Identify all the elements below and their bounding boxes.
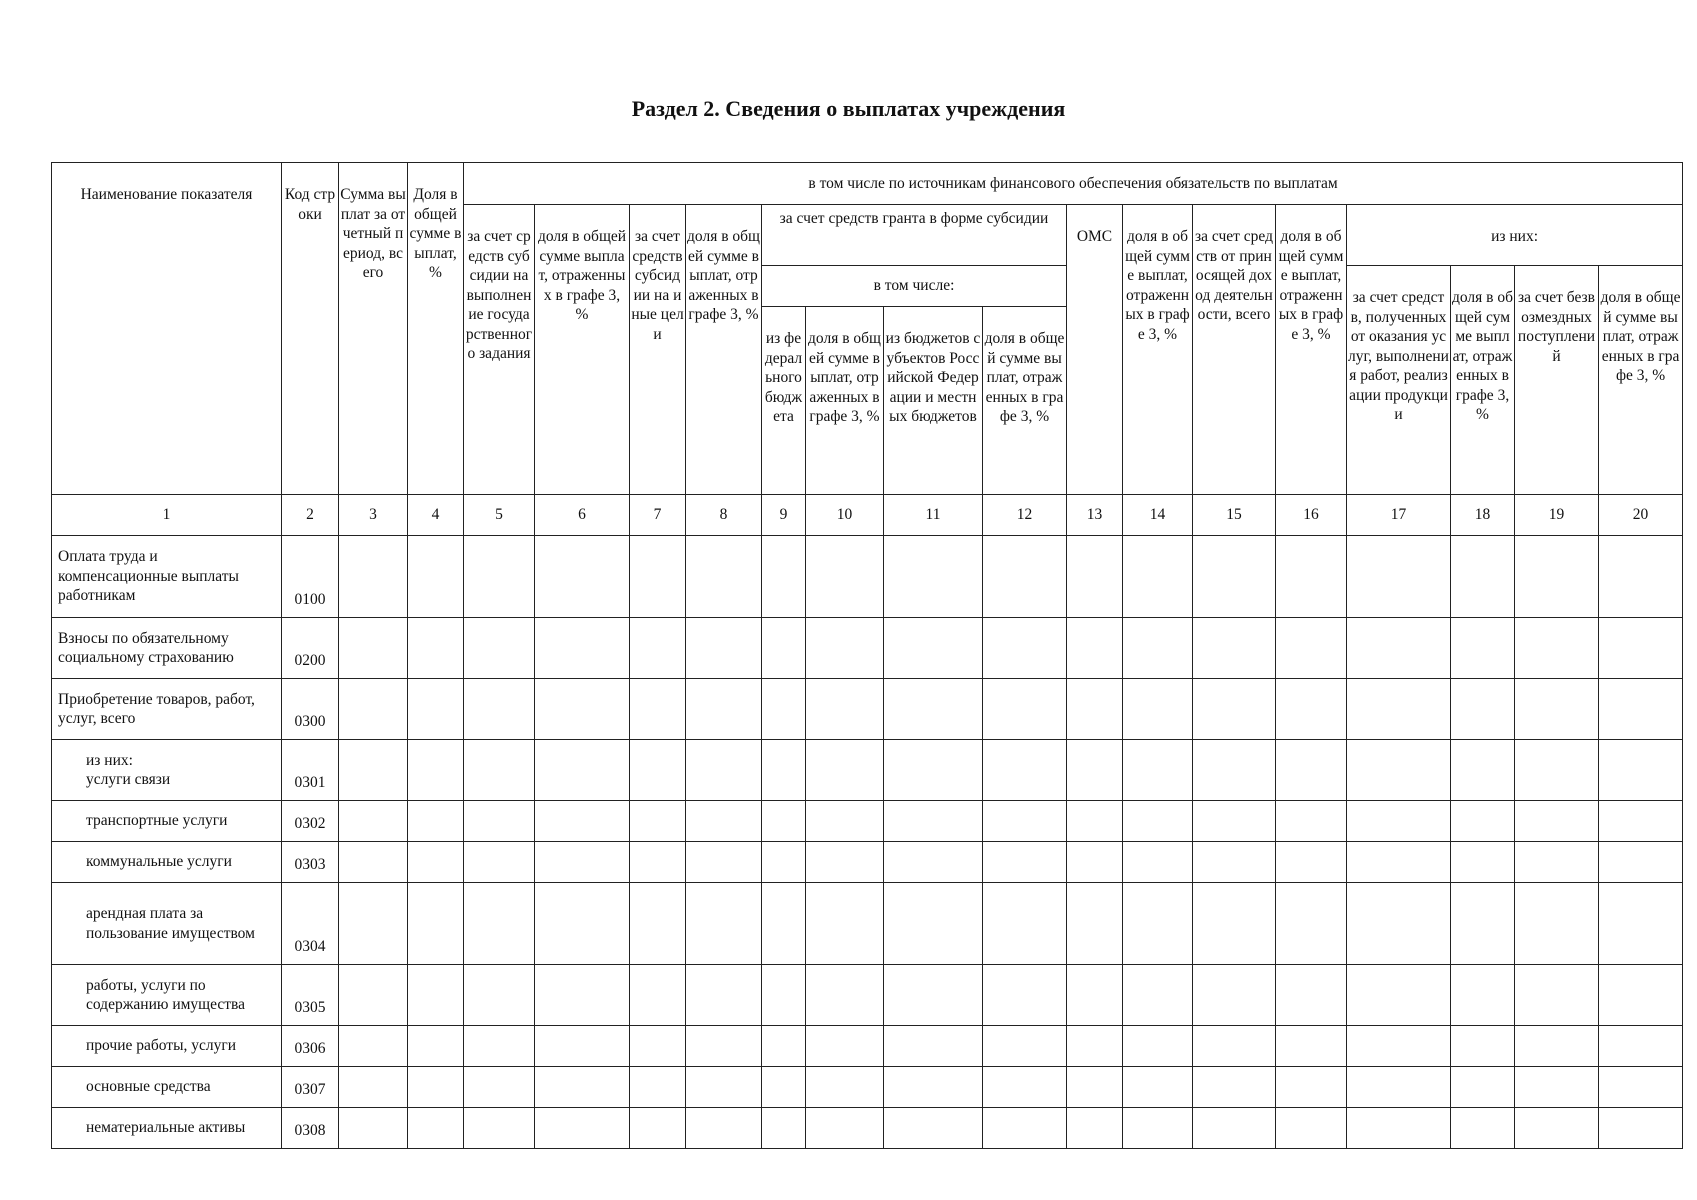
row-code: 0307 (282, 1067, 339, 1108)
value-cell[interactable] (535, 740, 630, 801)
value-cell[interactable] (1067, 1108, 1123, 1149)
value-cell[interactable] (806, 618, 884, 679)
value-cell[interactable] (408, 536, 464, 618)
value-cell[interactable] (408, 1108, 464, 1149)
value-cell[interactable] (1347, 1108, 1451, 1149)
value-cell[interactable] (1276, 618, 1347, 679)
header-grant: за счет средств гранта в форме субсидии (762, 205, 1067, 266)
value-cell[interactable] (884, 842, 983, 883)
value-cell[interactable] (1193, 618, 1276, 679)
column-number: 18 (1451, 495, 1515, 536)
value-cell[interactable] (408, 618, 464, 679)
value-cell[interactable] (806, 842, 884, 883)
column-numbers-row (52, 495, 1683, 536)
value-cell[interactable] (983, 740, 1067, 801)
column-number: 13 (1067, 495, 1123, 536)
row-name: основные средства (52, 1067, 282, 1108)
value-cell[interactable] (535, 883, 630, 965)
value-cell[interactable] (1123, 801, 1193, 842)
value-cell[interactable] (339, 536, 408, 618)
value-cell[interactable] (535, 842, 630, 883)
row-code: 0300 (282, 679, 339, 740)
value-cell[interactable] (806, 1026, 884, 1067)
row-name: прочие работы, услуги (52, 1026, 282, 1067)
value-cell[interactable] (686, 618, 762, 679)
value-cell[interactable] (535, 965, 630, 1026)
value-cell[interactable] (806, 965, 884, 1026)
row-name: арендная плата за пользование имуществом (52, 883, 282, 965)
value-cell[interactable] (1515, 536, 1599, 618)
value-cell[interactable] (1276, 1067, 1347, 1108)
value-cell[interactable] (1067, 965, 1123, 1026)
value-cell[interactable] (1193, 740, 1276, 801)
header-c15: за счет средств от приносящей доход деятельности, всего (1193, 205, 1276, 495)
value-cell[interactable] (983, 618, 1067, 679)
header-c14: доля в общей сумме выплат, отраженных в графе 3, % (1123, 205, 1193, 495)
value-cell[interactable] (884, 1026, 983, 1067)
value-cell[interactable] (630, 1026, 686, 1067)
value-cell[interactable] (983, 965, 1067, 1026)
value-cell[interactable] (686, 965, 762, 1026)
value-cell[interactable] (535, 618, 630, 679)
value-cell[interactable] (1276, 842, 1347, 883)
value-cell[interactable] (408, 679, 464, 740)
value-cell[interactable] (1347, 1067, 1451, 1108)
header-code: Код строки (282, 163, 339, 495)
value-cell[interactable] (339, 618, 408, 679)
row-code: 0304 (282, 883, 339, 965)
value-cell[interactable] (464, 842, 535, 883)
header-c5: за счет средств субсидии на выполнение государственного задания (464, 205, 535, 495)
value-cell[interactable] (630, 740, 686, 801)
value-cell[interactable] (1347, 965, 1451, 1026)
value-cell[interactable] (806, 679, 884, 740)
value-cell[interactable] (1451, 1108, 1515, 1149)
value-cell[interactable] (630, 883, 686, 965)
column-number: 6 (535, 495, 630, 536)
value-cell[interactable] (535, 801, 630, 842)
column-number: 17 (1347, 495, 1451, 536)
value-cell[interactable] (464, 883, 535, 965)
row-code: 0301 (282, 740, 339, 801)
payments-table (51, 162, 1683, 1149)
value-cell[interactable] (1451, 679, 1515, 740)
value-cell[interactable] (464, 679, 535, 740)
column-number: 14 (1123, 495, 1193, 536)
value-cell[interactable] (464, 1067, 535, 1108)
value-cell[interactable] (1599, 740, 1683, 801)
value-cell[interactable] (806, 801, 884, 842)
header-c19: за счет безвозмездных поступлений (1515, 266, 1599, 495)
column-number: 20 (1599, 495, 1683, 536)
column-number: 10 (806, 495, 884, 536)
header-c13: ОМС (1067, 205, 1123, 495)
column-number: 2 (282, 495, 339, 536)
header-c17: за счет средств, полученных от оказания услуг, выполнения работ, реализации продукции (1347, 266, 1451, 495)
value-cell[interactable] (686, 740, 762, 801)
column-number: 16 (1276, 495, 1347, 536)
header-c18: доля в общей сумме выплат, отраженных в графе 3, % (1451, 266, 1515, 495)
value-cell[interactable] (762, 679, 806, 740)
header-c11: из бюджетов субъектов Российской Федерации и местных бюджетов (884, 307, 983, 495)
value-cell[interactable] (1599, 679, 1683, 740)
value-cell[interactable] (884, 1108, 983, 1149)
value-cell[interactable] (1193, 1108, 1276, 1149)
value-cell[interactable] (1276, 679, 1347, 740)
value-cell[interactable] (1451, 1067, 1515, 1108)
value-cell[interactable] (339, 1067, 408, 1108)
value-cell[interactable] (630, 842, 686, 883)
value-cell[interactable] (1347, 801, 1451, 842)
value-cell[interactable] (1193, 1067, 1276, 1108)
value-cell[interactable] (1276, 801, 1347, 842)
header-name: Наименование показателя (52, 163, 282, 495)
value-cell[interactable] (630, 536, 686, 618)
value-cell[interactable] (1193, 536, 1276, 618)
value-cell[interactable] (983, 842, 1067, 883)
row-code: 0200 (282, 618, 339, 679)
value-cell[interactable] (464, 1026, 535, 1067)
value-cell[interactable] (762, 618, 806, 679)
value-cell[interactable] (762, 965, 806, 1026)
value-cell[interactable] (1067, 1067, 1123, 1108)
value-cell[interactable] (884, 965, 983, 1026)
value-cell[interactable] (1193, 1026, 1276, 1067)
table-row (52, 618, 1683, 679)
value-cell[interactable] (1123, 842, 1193, 883)
value-cell[interactable] (1515, 1108, 1599, 1149)
value-cell[interactable] (1276, 740, 1347, 801)
value-cell[interactable] (686, 679, 762, 740)
value-cell[interactable] (535, 1108, 630, 1149)
value-cell[interactable] (464, 801, 535, 842)
value-cell[interactable] (1515, 618, 1599, 679)
value-cell[interactable] (1067, 679, 1123, 740)
value-cell[interactable] (1276, 1026, 1347, 1067)
column-number: 8 (686, 495, 762, 536)
section-title: Раздел 2. Сведения о выплатах учреждения (631, 96, 1066, 121)
value-cell[interactable] (1451, 1026, 1515, 1067)
value-cell[interactable] (1123, 1067, 1193, 1108)
value-cell[interactable] (1451, 740, 1515, 801)
value-cell[interactable] (1193, 679, 1276, 740)
value-cell[interactable] (1451, 801, 1515, 842)
row-name: работы, услуги по содержанию имущества (52, 965, 282, 1026)
value-cell[interactable] (762, 883, 806, 965)
value-cell[interactable] (983, 883, 1067, 965)
table-row (52, 1108, 1683, 1149)
value-cell[interactable] (1193, 883, 1276, 965)
value-cell[interactable] (535, 1026, 630, 1067)
value-cell[interactable] (1123, 536, 1193, 618)
value-cell[interactable] (884, 618, 983, 679)
row-name: транспортные услуги (52, 801, 282, 842)
value-cell[interactable] (339, 883, 408, 965)
value-cell[interactable] (686, 1108, 762, 1149)
value-cell[interactable] (1451, 536, 1515, 618)
value-cell[interactable] (1451, 883, 1515, 965)
header-c16: доля в общей сумме выплат, отраженных в графе 3, % (1276, 205, 1347, 495)
value-cell[interactable] (1067, 536, 1123, 618)
value-cell[interactable] (339, 679, 408, 740)
value-cell[interactable] (1599, 883, 1683, 965)
table-row (52, 801, 1683, 842)
value-cell[interactable] (630, 679, 686, 740)
value-cell[interactable] (762, 1067, 806, 1108)
column-number: 4 (408, 495, 464, 536)
row-code: 0303 (282, 842, 339, 883)
value-cell[interactable] (339, 965, 408, 1026)
value-cell[interactable] (1276, 883, 1347, 965)
value-cell[interactable] (762, 1026, 806, 1067)
value-cell[interactable] (1515, 1026, 1599, 1067)
table-row (52, 1067, 1683, 1108)
value-cell[interactable] (1193, 965, 1276, 1026)
value-cell[interactable] (983, 1067, 1067, 1108)
value-cell[interactable] (1067, 1026, 1123, 1067)
value-cell[interactable] (1599, 842, 1683, 883)
table-row (52, 740, 1683, 801)
table-row (52, 536, 1683, 618)
value-cell[interactable] (1347, 883, 1451, 965)
column-number: 15 (1193, 495, 1276, 536)
value-cell[interactable] (408, 1067, 464, 1108)
column-number: 12 (983, 495, 1067, 536)
table-row (52, 1026, 1683, 1067)
value-cell[interactable] (464, 618, 535, 679)
value-cell[interactable] (686, 536, 762, 618)
row-code: 0100 (282, 536, 339, 618)
value-cell[interactable] (1515, 965, 1599, 1026)
column-number: 3 (339, 495, 408, 536)
value-cell[interactable] (983, 1026, 1067, 1067)
value-cell[interactable] (983, 536, 1067, 618)
header-c20: доля в общей сумме выплат, отраженных в графе 3, % (1599, 266, 1683, 495)
column-number: 9 (762, 495, 806, 536)
value-cell[interactable] (1599, 536, 1683, 618)
value-cell[interactable] (1451, 842, 1515, 883)
value-cell[interactable] (408, 965, 464, 1026)
value-cell[interactable] (1123, 740, 1193, 801)
value-cell[interactable] (806, 1067, 884, 1108)
header-c6: доля в общей сумме выплат, отраженных в графе 3, % (535, 205, 630, 495)
value-cell[interactable] (408, 740, 464, 801)
value-cell[interactable] (1123, 1026, 1193, 1067)
value-cell[interactable] (630, 801, 686, 842)
value-cell[interactable] (1599, 1026, 1683, 1067)
value-cell[interactable] (686, 1067, 762, 1108)
value-cell[interactable] (1515, 883, 1599, 965)
value-cell[interactable] (1067, 618, 1123, 679)
value-cell[interactable] (1347, 679, 1451, 740)
value-cell[interactable] (884, 740, 983, 801)
value-cell[interactable] (339, 1108, 408, 1149)
value-cell[interactable] (884, 679, 983, 740)
value-cell[interactable] (1347, 842, 1451, 883)
value-cell[interactable] (464, 1108, 535, 1149)
value-cell[interactable] (806, 1108, 884, 1149)
value-cell[interactable] (1123, 1108, 1193, 1149)
value-cell[interactable] (1123, 883, 1193, 965)
value-cell[interactable] (630, 618, 686, 679)
header-c9: из федерального бюджета (762, 307, 806, 495)
value-cell[interactable] (1347, 1026, 1451, 1067)
value-cell[interactable] (762, 801, 806, 842)
value-cell[interactable] (339, 740, 408, 801)
value-cell[interactable] (1193, 842, 1276, 883)
row-name: Взносы по обязательному социальному страхованию (52, 618, 282, 679)
header-sources: в том числе по источникам финансового обеспечения обязательств по выплатам (464, 163, 1683, 205)
value-cell[interactable] (1067, 801, 1123, 842)
value-cell[interactable] (630, 965, 686, 1026)
value-cell[interactable] (1276, 536, 1347, 618)
value-cell[interactable] (686, 801, 762, 842)
value-cell[interactable] (1515, 842, 1599, 883)
value-cell[interactable] (630, 1108, 686, 1149)
table-row (52, 842, 1683, 883)
row-name: коммунальные услуги (52, 842, 282, 883)
value-cell[interactable] (1123, 679, 1193, 740)
value-cell[interactable] (686, 1026, 762, 1067)
row-name: Приобретение товаров, работ, услуг, всего (52, 679, 282, 740)
value-cell[interactable] (1347, 740, 1451, 801)
value-cell[interactable] (464, 740, 535, 801)
row-code: 0302 (282, 801, 339, 842)
column-number: 1 (52, 495, 282, 536)
value-cell[interactable] (1276, 965, 1347, 1026)
value-cell[interactable] (1599, 1108, 1683, 1149)
value-cell[interactable] (1067, 883, 1123, 965)
header-grant-incl: в том числе: (762, 266, 1067, 307)
header-c7: за счет средств субсидии на иные цели (630, 205, 686, 495)
value-cell[interactable] (762, 1108, 806, 1149)
value-cell[interactable] (339, 1026, 408, 1067)
header-c10: доля в общей сумме выплат, отраженных в графе 3, % (806, 307, 884, 495)
value-cell[interactable] (806, 883, 884, 965)
value-cell[interactable] (806, 740, 884, 801)
value-cell[interactable] (339, 801, 408, 842)
value-cell[interactable] (686, 842, 762, 883)
header-sum-total: Сумма выплат за отчетный период, всего (339, 163, 408, 495)
row-code: 0308 (282, 1108, 339, 1149)
value-cell[interactable] (1067, 740, 1123, 801)
value-cell[interactable] (1515, 679, 1599, 740)
value-cell[interactable] (535, 536, 630, 618)
value-cell[interactable] (1193, 801, 1276, 842)
value-cell[interactable] (1067, 842, 1123, 883)
value-cell[interactable] (884, 536, 983, 618)
value-cell[interactable] (1599, 618, 1683, 679)
value-cell[interactable] (983, 801, 1067, 842)
table-row (52, 679, 1683, 740)
row-code: 0305 (282, 965, 339, 1026)
value-cell[interactable] (884, 801, 983, 842)
value-cell[interactable] (408, 1026, 464, 1067)
value-cell[interactable] (1347, 536, 1451, 618)
value-cell[interactable] (1599, 965, 1683, 1026)
value-cell[interactable] (762, 536, 806, 618)
row-code: 0306 (282, 1026, 339, 1067)
value-cell[interactable] (408, 801, 464, 842)
header-share-total: Доля в общей сумме выплат, % (408, 163, 464, 495)
value-cell[interactable] (762, 740, 806, 801)
column-number: 7 (630, 495, 686, 536)
value-cell[interactable] (535, 1067, 630, 1108)
value-cell[interactable] (762, 842, 806, 883)
value-cell[interactable] (339, 842, 408, 883)
value-cell[interactable] (806, 536, 884, 618)
value-cell[interactable] (464, 536, 535, 618)
value-cell[interactable] (464, 965, 535, 1026)
header-c12: доля в общей сумме выплат, отраженных в графе 3, % (983, 307, 1067, 495)
value-cell[interactable] (1276, 1108, 1347, 1149)
row-name: нематериальные активы (52, 1108, 282, 1149)
value-cell[interactable] (983, 1108, 1067, 1149)
value-cell[interactable] (1515, 740, 1599, 801)
value-cell[interactable] (1599, 801, 1683, 842)
value-cell[interactable] (884, 1067, 983, 1108)
column-number: 19 (1515, 495, 1599, 536)
value-cell[interactable] (1347, 618, 1451, 679)
column-number: 11 (884, 495, 983, 536)
value-cell[interactable] (884, 883, 983, 965)
value-cell[interactable] (630, 1067, 686, 1108)
row-name: Оплата труда и компенсационные выплаты работникам (52, 536, 282, 618)
table-row (52, 965, 1683, 1026)
value-cell[interactable] (686, 883, 762, 965)
value-cell[interactable] (535, 679, 630, 740)
header-c8: доля в общей сумме выплат, отраженных в графе 3, % (686, 205, 762, 495)
value-cell[interactable] (1451, 965, 1515, 1026)
value-cell[interactable] (983, 679, 1067, 740)
header-of-them: из них: (1347, 205, 1683, 266)
column-number: 5 (464, 495, 535, 536)
row-name: из них: услуги связи (52, 740, 282, 801)
value-cell[interactable] (1123, 618, 1193, 679)
value-cell[interactable] (408, 883, 464, 965)
value-cell[interactable] (1599, 1067, 1683, 1108)
value-cell[interactable] (1123, 965, 1193, 1026)
value-cell[interactable] (1515, 1067, 1599, 1108)
value-cell[interactable] (1515, 801, 1599, 842)
table-row (52, 883, 1683, 965)
value-cell[interactable] (408, 842, 464, 883)
value-cell[interactable] (1451, 618, 1515, 679)
